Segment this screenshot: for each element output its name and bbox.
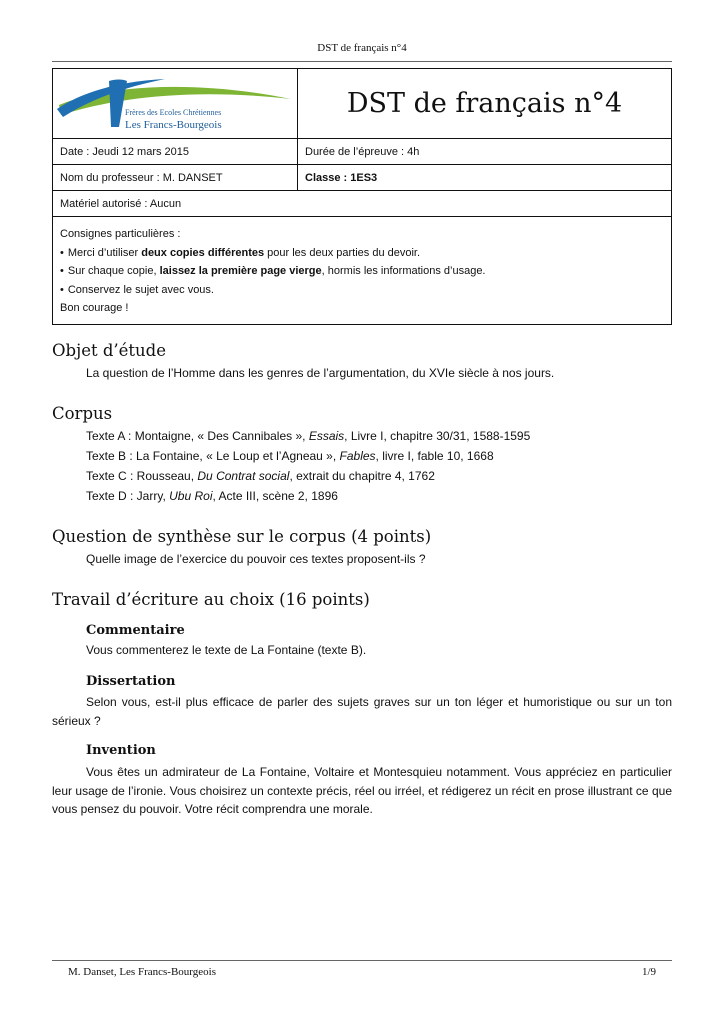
objet-text: La question de l’Homme dans les genres de l’argumentation, du XVIe siècle à nos jours. xyxy=(86,366,555,380)
materiel-cell: Matériel autorisé : Aucun xyxy=(53,191,672,217)
corpus-work-title: Ubu Roi xyxy=(169,489,213,503)
corpus-text: , Livre I, chapitre 30/31, 1588-1595 xyxy=(344,429,531,443)
footer-rule xyxy=(52,960,672,961)
corpus-text: Texte A : Montaigne, « Des Cannibales », xyxy=(86,429,309,443)
commentaire-text: Vous commenterez le texte de La Fontaine (texte B). xyxy=(86,643,367,657)
consigne-text: Conservez le sujet avec vous. xyxy=(67,283,214,296)
consigne-text: Sur chaque copie, xyxy=(67,265,160,277)
logo-line2: Les Francs-Bourgeois xyxy=(125,119,222,131)
document-title: DST de français n°4 xyxy=(298,69,672,139)
dissertation-text: Selon vous, est-il plus efficace de parler des sujets graves sur un ton léger et humoristique ou sur un ton sérieux ? xyxy=(52,695,672,728)
footer-author: M. Danset, Les Francs-Bourgeois xyxy=(68,966,216,978)
consigne-bold: laissez la première page vierge xyxy=(159,265,322,277)
corpus-text: , extrait du chapitre 4, 1762 xyxy=(289,469,435,483)
classe-cell: Classe : 1ES3 xyxy=(298,165,672,191)
corpus-work-title: Fables xyxy=(339,449,376,463)
school-logo xyxy=(53,69,297,135)
logo-line1: Frères des Ecoles Chrétiennes xyxy=(125,108,222,117)
corpus-text: Texte D : Jarry, xyxy=(86,489,170,503)
running-header: DST de français n°4 xyxy=(317,42,407,54)
consigne-item xyxy=(60,262,664,281)
duree-cell: Durée de l’épreuve : 4h xyxy=(298,139,672,165)
synthese-text: Quelle image de l’exercice du pouvoir ces textes proposent-ils ? xyxy=(86,552,426,566)
consigne-text: pour les deux parties du devoir. xyxy=(264,246,421,259)
consigne-text: Merci d’utiliser xyxy=(67,246,142,259)
corpus-text: Texte B : La Fontaine, « Le Loup et l’Agneau », xyxy=(86,449,340,463)
consigne-item xyxy=(60,244,664,263)
professeur-cell: Nom du professeur : M. DANSET xyxy=(53,165,298,191)
corpus-text-a xyxy=(86,429,530,443)
invention-text: Vous êtes un admirateur de La Fontaine, Voltaire et Montesquieu notamment. Vous appréciez en particulier leur usage de l’ironie. Vous choisirez un contexte précis, réel ou irréel, et rédigerez un récit en prose illustrant ce que vous pensez du pouvoir. Votre récit comprendra une morale. xyxy=(52,765,672,816)
corpus-work-title: Du Contrat social xyxy=(197,469,290,483)
consigne-item xyxy=(60,281,664,300)
consigne-bold: deux copies différentes xyxy=(141,246,265,259)
synthese-title: Question de synthèse sur le corpus (4 points) xyxy=(52,527,432,546)
info-table xyxy=(52,68,672,325)
logo-cell xyxy=(53,69,298,139)
date-cell: Date : Jeudi 12 mars 2015 xyxy=(53,139,298,165)
corpus-text-c xyxy=(86,469,435,483)
corpus-text-d xyxy=(86,489,338,503)
corpus-text: , livre I, fable 10, 1668 xyxy=(375,449,494,463)
page-number: 1/9 xyxy=(641,966,656,978)
consigne-text: , hormis les informations d’usage. xyxy=(321,265,486,277)
dissertation-title: Dissertation xyxy=(86,674,176,689)
consignes-cell xyxy=(53,217,672,325)
corpus-text: , Acte III, scène 2, 1896 xyxy=(212,489,338,503)
objet-title: Objet d’étude xyxy=(52,341,167,360)
commentaire-title: Commentaire xyxy=(86,623,185,638)
corpus-text-b xyxy=(86,449,494,463)
corpus-work-title: Essais xyxy=(308,429,345,443)
consignes-closing: Bon courage ! xyxy=(60,302,129,314)
corpus-text: Texte C : Rousseau, xyxy=(86,469,198,483)
consignes-heading: Consignes particulières : xyxy=(60,228,181,240)
travail-title: Travail d’écriture au choix (16 points) xyxy=(52,590,370,609)
header-rule xyxy=(52,61,672,62)
corpus-title: Corpus xyxy=(52,404,113,423)
invention-title: Invention xyxy=(86,743,156,758)
